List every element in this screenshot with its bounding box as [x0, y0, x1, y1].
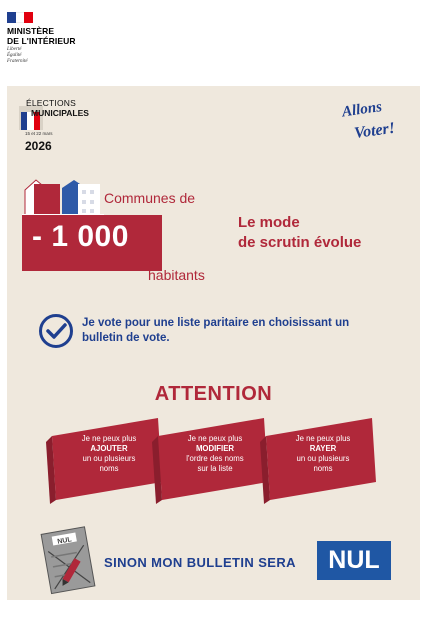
warning-post-2: noms	[313, 464, 333, 473]
ministry-name	[7, 26, 76, 46]
warning-pre: Je ne peux plus	[295, 434, 351, 443]
ministry-line-2: DE L'INTÉRIEUR	[7, 36, 76, 46]
ballot-label: NUL	[56, 536, 73, 546]
motto-egalite: Égalité	[7, 53, 22, 58]
election-dates: 15 et 22 mars	[25, 131, 53, 136]
nul-badge: NUL	[317, 541, 391, 580]
municipales-label: MUNICIPALES	[31, 108, 89, 118]
warning-post-2: sur la liste	[197, 464, 233, 473]
warning-text	[170, 434, 260, 474]
slogan-line-2: Voter!	[353, 119, 397, 142]
warning-pre: Je ne peux plus	[81, 434, 137, 443]
warning-text	[278, 434, 368, 474]
allons-voter-logo	[340, 96, 402, 142]
warning-post-2: noms	[99, 464, 119, 473]
warning-post-1: un ou plusieurs	[296, 454, 350, 463]
warning-verb: MODIFIER	[195, 444, 235, 453]
warning-verb: RAYER	[309, 444, 337, 453]
ministry-line-1: MINISTÈRE	[7, 26, 55, 36]
slogan-line-1: Allons	[341, 99, 383, 121]
election-year: 2026	[25, 139, 52, 153]
motto	[7, 47, 28, 65]
warning-post-1: un ou plusieurs	[82, 454, 136, 463]
mode-line-2: de scrutin évolue	[238, 234, 362, 251]
warning-pre: Je ne peux plus	[187, 434, 243, 443]
warning-post-1: l'ordre des noms	[186, 454, 244, 463]
checkmark-circle-icon	[38, 313, 74, 349]
warning-banner-rayer	[260, 412, 388, 504]
habitants-label: habitants	[148, 267, 205, 283]
motto-fraternite: Fraternité	[7, 59, 28, 64]
attention-heading: ATTENTION	[154, 383, 273, 405]
elections-label: ÉLECTIONS	[26, 98, 76, 108]
population-threshold: - 1 000	[32, 220, 129, 253]
motto-liberte: Liberté	[7, 47, 22, 52]
communes-de-label: Communes de	[104, 190, 196, 206]
warning-text	[64, 434, 154, 474]
null-ballot-icon	[40, 524, 98, 596]
mode-headline	[238, 213, 408, 253]
sinon-text: SINON MON BULLETIN SERA	[104, 555, 296, 570]
houses-icon	[22, 178, 104, 218]
vote-rule-text: Je vote pour une liste paritaire en choisissant un bulletin de vote.	[82, 317, 350, 344]
warning-verb: AJOUTER	[90, 444, 128, 453]
mode-line-1: Le mode	[238, 214, 300, 231]
republique-flag-logo	[7, 12, 33, 23]
